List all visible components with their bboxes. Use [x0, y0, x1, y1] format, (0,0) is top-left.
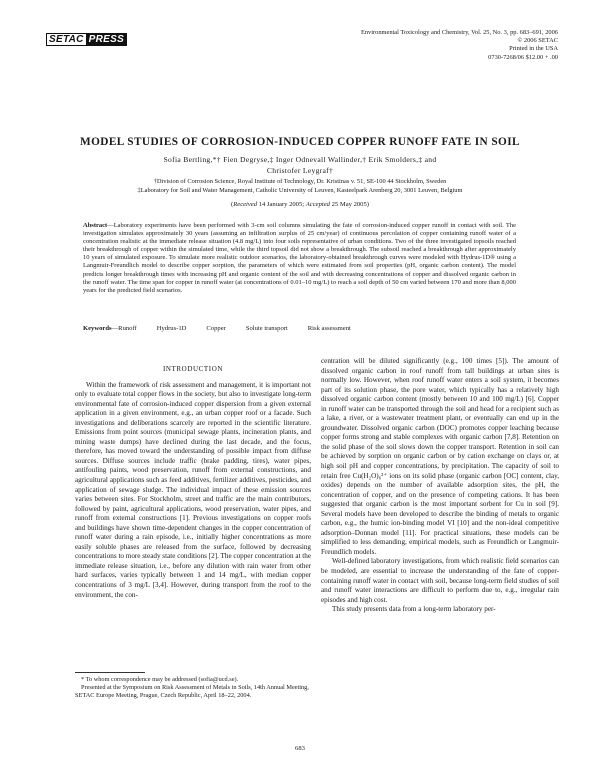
intro-paragraph-2: Well-defined laboratory investigations, from which realistic field scenarios can be modeled, are essential to increase the understanding of the fate of copper-containing runoff water in contact with soil, because long-term field studies of soil and runoff water interactions are difficult to perform due to, e.g., irregular rain episodes and high cost.	[321, 557, 559, 604]
received-date: 14 January 2005	[258, 201, 303, 208]
keywords-label: Keywords	[83, 325, 112, 332]
abstract	[83, 222, 516, 295]
keyword-4: Risk assessment	[307, 325, 351, 332]
accepted-label: Accepted	[305, 201, 330, 208]
intro-paragraph-1-continued: centration will be diluted significantly (e.g., 100 times [5]). The amount of dissolved organic carbon in roof runoff from tall buildings at urban sites is normally low. However, when roof runoff water enters a soil system, it becomes part of its solution phase, the pore water, which typically has a relatively high dissolved organic carbon content (mostly between 10 and 100 mg/L) [6]. Copper in runoff water can be transported through the soil and head for a recipient such as a lake, a river, or a wastewater treatment plant, or eventually can end up in the groundwater. Dissolved organic carbon (DOC) promotes copper leaching because copper forms strong and stable complexes with organic carbon [7,8]. Retention on the solid phase of the soil slows down the copper transport. Retention in soil can be achieved by sorption on organic carbon or by cation exchange on clays or, at high soil pH and copper concentrations, by precipitation. The capacity of soil to retain free Cu(H₂O)₆²⁺ ions on its solid phase (organic carbon [OC] content, clay, oxides) depends on the number of available adsorption sites, the pH, the concentration of copper, and on the presence of competing cations. It has been suggested that organic carbon is the most important sorbent for Cu in soil [9]. Several models have been developed to describe the binding of metals to organic carbon, e.g., the humic ion-binding model VI [10] and the non-ideal competitive adsorption–Donnan model [11]. For practical situations, these models can be simplified to less demanding, empirical models, such as Freundlich or Langmuir-Freundlich models.	[321, 357, 559, 556]
received-label: Received	[233, 201, 258, 208]
logo-setac: SETAC	[46, 33, 87, 46]
authors-line-2: Christofer Leygraf†	[266, 165, 334, 175]
keywords	[83, 325, 516, 332]
keyword-0: —Runoff	[111, 325, 137, 332]
abstract-label: Abstract	[83, 222, 108, 229]
footnote-presented: Presented at the Symposium on Risk Assessment of Metals in Soils, 14th Annual Meeting, SETAC Europe Meeting, Prague, Czech Republic, April 18–22, 2004.	[75, 683, 309, 699]
keyword-2: Copper	[206, 325, 226, 332]
intro-paragraph-3: This study presents data from a long-term laboratory per-	[332, 605, 496, 614]
journal-line: Environmental Toxicology and Chemistry, Vol. 25, No. 3, pp. 683–691, 2006	[360, 29, 558, 36]
footnote-rule	[75, 672, 145, 673]
left-column	[75, 357, 311, 600]
footnotes	[75, 672, 311, 699]
section-heading-introduction: INTRODUCTION	[162, 365, 224, 373]
right-column	[321, 357, 559, 615]
affiliations	[40, 178, 560, 195]
copyright-line: © 2006 SETAC	[517, 37, 558, 45]
printed-line: Printed in the USA	[509, 45, 558, 53]
affiliation-1: †Division of Corrosion Science, Royal Institute of Technology, Dr. Kristinas v. 51, SE-100 44 Stockholm, Sweden	[153, 178, 447, 185]
setac-press-logo	[46, 32, 127, 46]
affiliation-2: ‡Laboratory for Soil and Water Management, Catholic University of Leuven, Kasteelpark Arenberg 20, 3001 Leuven, Belgium	[137, 186, 463, 194]
abstract-text: —Laboratory experiments have been performed with 3-cm soil columns simulating the fate of corrosion-induced copper runoff in contact with soil. The investigation simulates approximately 30 years (assuming an infiltration surplus of 25 cm/year) of continuous percolation of copper containing runoff water of a concentration realistic at the immediate release situation (4.8 mg/L) into four soils representative of urban conditions. Two of the three investigated topsoils reached their breakthrough of copper within the simulated time, while the third topsoil did not show a breakthrough. The subsoil reached a breakthrough after approximately 10 years of simulated exposure. To simulate more realistic outdoor scenarios, the laboratory-obtained breakthrough curves were modeled with Hydrus-1D® using a Langmuir-Freundlich model to describe copper sorption, the parameters of which were estimated from soil properties (pH, organic carbon content). The model predicts longer breakthrough times with increasing pH and organic content of the soil and with decreasing concentrations of copper and dissolved organic carbon in the runoff water. The time span for copper in runoff water (at concentrations of 0.01–10 mg/L) to reach a soil depth of 50 cm varied between 170 and more than 8,000 years for the predicted field scenarios.	[83, 222, 516, 294]
logo-press: PRESS	[86, 33, 127, 46]
keyword-3: Solute transport	[245, 325, 288, 332]
page-number: 683	[295, 745, 305, 752]
authors-line-1: Sofia Bertling,*† Fien Degryse,‡ Inger Odnevall Wallinder,† Erik Smolders,‡ and	[163, 155, 437, 164]
code-line: 0730-7268/06 $12.00 + .00	[488, 53, 558, 61]
keyword-1: Hydrus-1D	[156, 325, 187, 332]
accepted-date: 25 May 2005	[331, 201, 367, 208]
footnote-correspondence: * To whom correspondence may be addressed (sofia@ucd.se).	[81, 676, 239, 683]
received-accepted-dates: (Received 14 January 2005; Accepted 25 May 2005)	[231, 201, 369, 208]
authors	[60, 155, 540, 176]
intro-paragraph-1: Within the framework of risk assessment and management, it is important not only to evaluate total copper flows in the society, but also to investigate long-term environmental fate of corrosion-induced copper dispersion from a given external application in a given environment, e.g., an urban copper roof or a facade. Such investigations and deliberations scarcely are reported in the scientific literature. Emissions from point sources (municipal sewage plants, incineration plants, and mining waste dumps) have declined during the last decade, and the focus, therefore, has moved toward the understanding of possible impact from diffuse sources. Diffuse sources include traffic (brake padding, tires), water pipes, antifouling paints, wood preservation, runoff from external constructions, and agricultural applications such as feed additives, fertilizer additives, pesticides, and application of sewage sludge. The individual impact of these emission sources varies between sites. For Stockholm, street and traffic are the main contributors, followed by paint, agricultural applications, wood preservation, water pipes, and runoff from external constructions [1]. Previous investigations on copper roofs and buildings have shown time-dependent changes in the copper concentration of runoff water during a rain episode, i.e., initially higher concentrations as more easily soluble phases are released from the surface, followed by decreasing concentrations to more steady state conditions [2]. The copper concentration at the immediate release situation, i.e., before any dilution with rain water from other hard surfaces, varies typically between 1 and 14 mg/L, with median copper concentrations of 3 mg/L [3,4]. However, during transport from the roof to the environment, the con-	[75, 380, 311, 599]
paper-title: MODEL STUDIES OF CORROSION-INDUCED COPPER RUNOFF FATE IN SOIL	[80, 136, 520, 148]
publication-info	[258, 29, 558, 62]
